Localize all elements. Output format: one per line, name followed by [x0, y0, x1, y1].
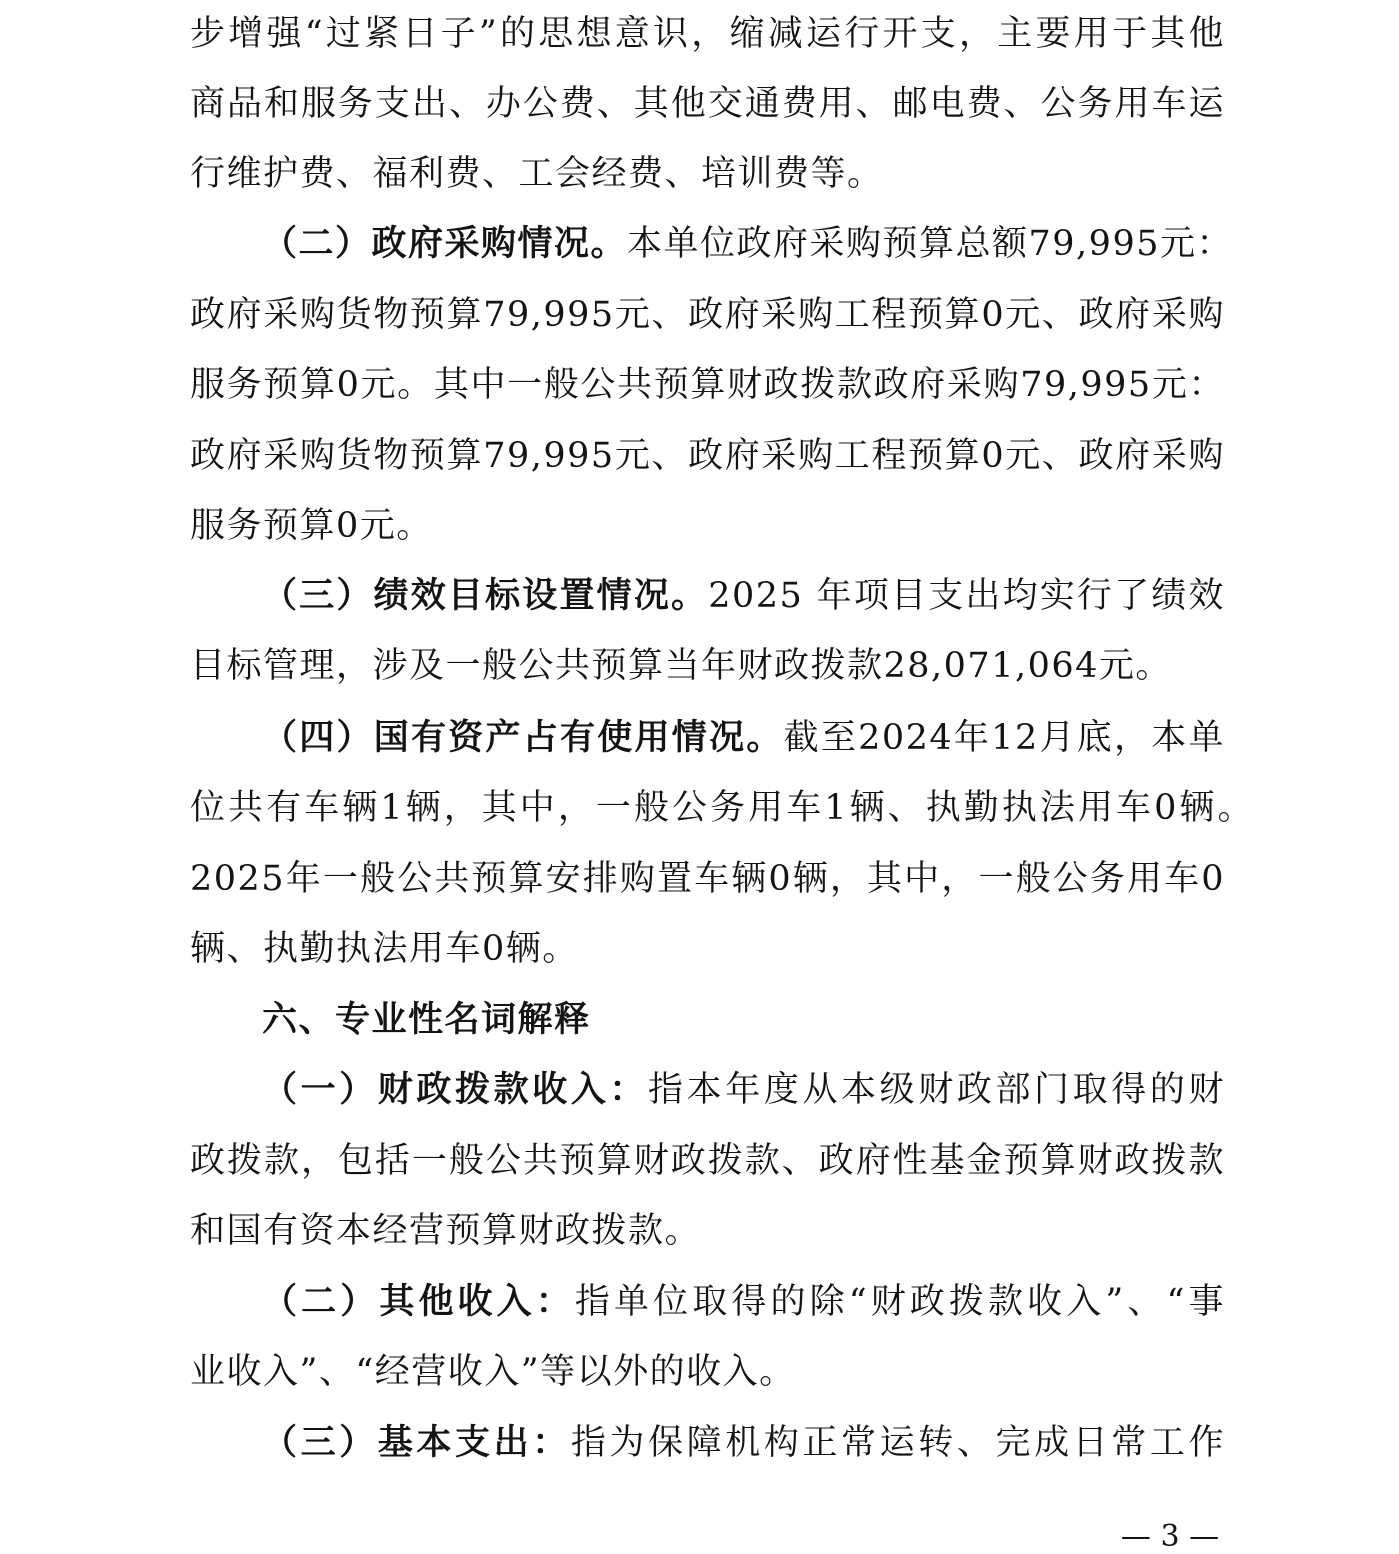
text-line: 服务预算0元。其中一般公共预算财政拨款政府采购79,995元：: [190, 365, 1225, 405]
text-line: 步增强“过紧日子”的思想意识，缩减运行开支，主要用于其他: [190, 14, 1225, 54]
paragraph-first-line: [262, 216, 1233, 272]
text-line: 2025年一般公共预算安排购置车辆0辆，其中，一般公务用车0: [190, 859, 1225, 899]
paragraph-first-line: [262, 568, 1225, 624]
paragraph-first-line: [262, 1274, 1225, 1330]
paragraph-text: 2025 年项目支出均实行了绩效: [708, 576, 1225, 616]
paragraph-heading: （四）国有资产占有使用情况。: [262, 718, 784, 758]
paragraph-text: 本单位政府采购预算总额79,995元：: [627, 224, 1233, 264]
text-line: 业收入”、“经营收入”等以外的收入。: [190, 1352, 796, 1392]
paragraph-text: 截至2024年12月底，本单: [783, 718, 1225, 758]
text-line: 辆、执勤执法用车0辆。: [190, 929, 579, 969]
page-number: — 3 —: [1120, 1519, 1220, 1554]
paragraph-heading: （三）基本支出：: [262, 1423, 571, 1463]
text-line: 政府采购货物预算79,995元、政府采购工程预算0元、政府采购: [190, 295, 1225, 335]
paragraph-heading: （二）其他收入：: [262, 1282, 575, 1322]
text-line: 政拨款，包括一般公共预算财政拨款、政府性基金预算财政拨款: [190, 1141, 1225, 1181]
paragraph-text: 指单位取得的除“财政拨款收入”、“事: [574, 1282, 1225, 1322]
paragraph-heading: （三）绩效目标设置情况。: [262, 576, 709, 616]
text-line: 位共有车辆1辆，其中，一般公务用车1辆、执勤执法用车0辆。: [190, 788, 1254, 828]
text-line: 目标管理，涉及一般公共预算当年财政拨款28,071,064元。: [190, 646, 1172, 686]
paragraph-text: 指本年度从本级财政部门取得的财: [648, 1070, 1225, 1110]
paragraph-heading: （二）政府采购情况。: [262, 224, 628, 264]
paragraph-text: 指为保障机构正常运转、完成日常工作: [570, 1423, 1225, 1463]
text-line: 政府采购货物预算79,995元、政府采购工程预算0元、政府采购: [190, 436, 1225, 476]
text-line: 行维护费、福利费、工会经费、培训费等。: [190, 154, 884, 194]
paragraph-first-line: [262, 1415, 1225, 1471]
paragraph-first-line: [262, 710, 1225, 766]
paragraph-heading: （一）财政拨款收入：: [262, 1070, 649, 1110]
text-line: 和国有资本经营预算财政拨款。: [190, 1211, 702, 1251]
text-line: 服务预算0元。: [190, 506, 433, 546]
section-heading: 六、专业性名词解释: [262, 1000, 591, 1040]
text-line: 商品和服务支出、办公费、其他交通费用、邮电费、公务用车运: [190, 84, 1225, 124]
paragraph-first-line: [262, 1062, 1225, 1118]
